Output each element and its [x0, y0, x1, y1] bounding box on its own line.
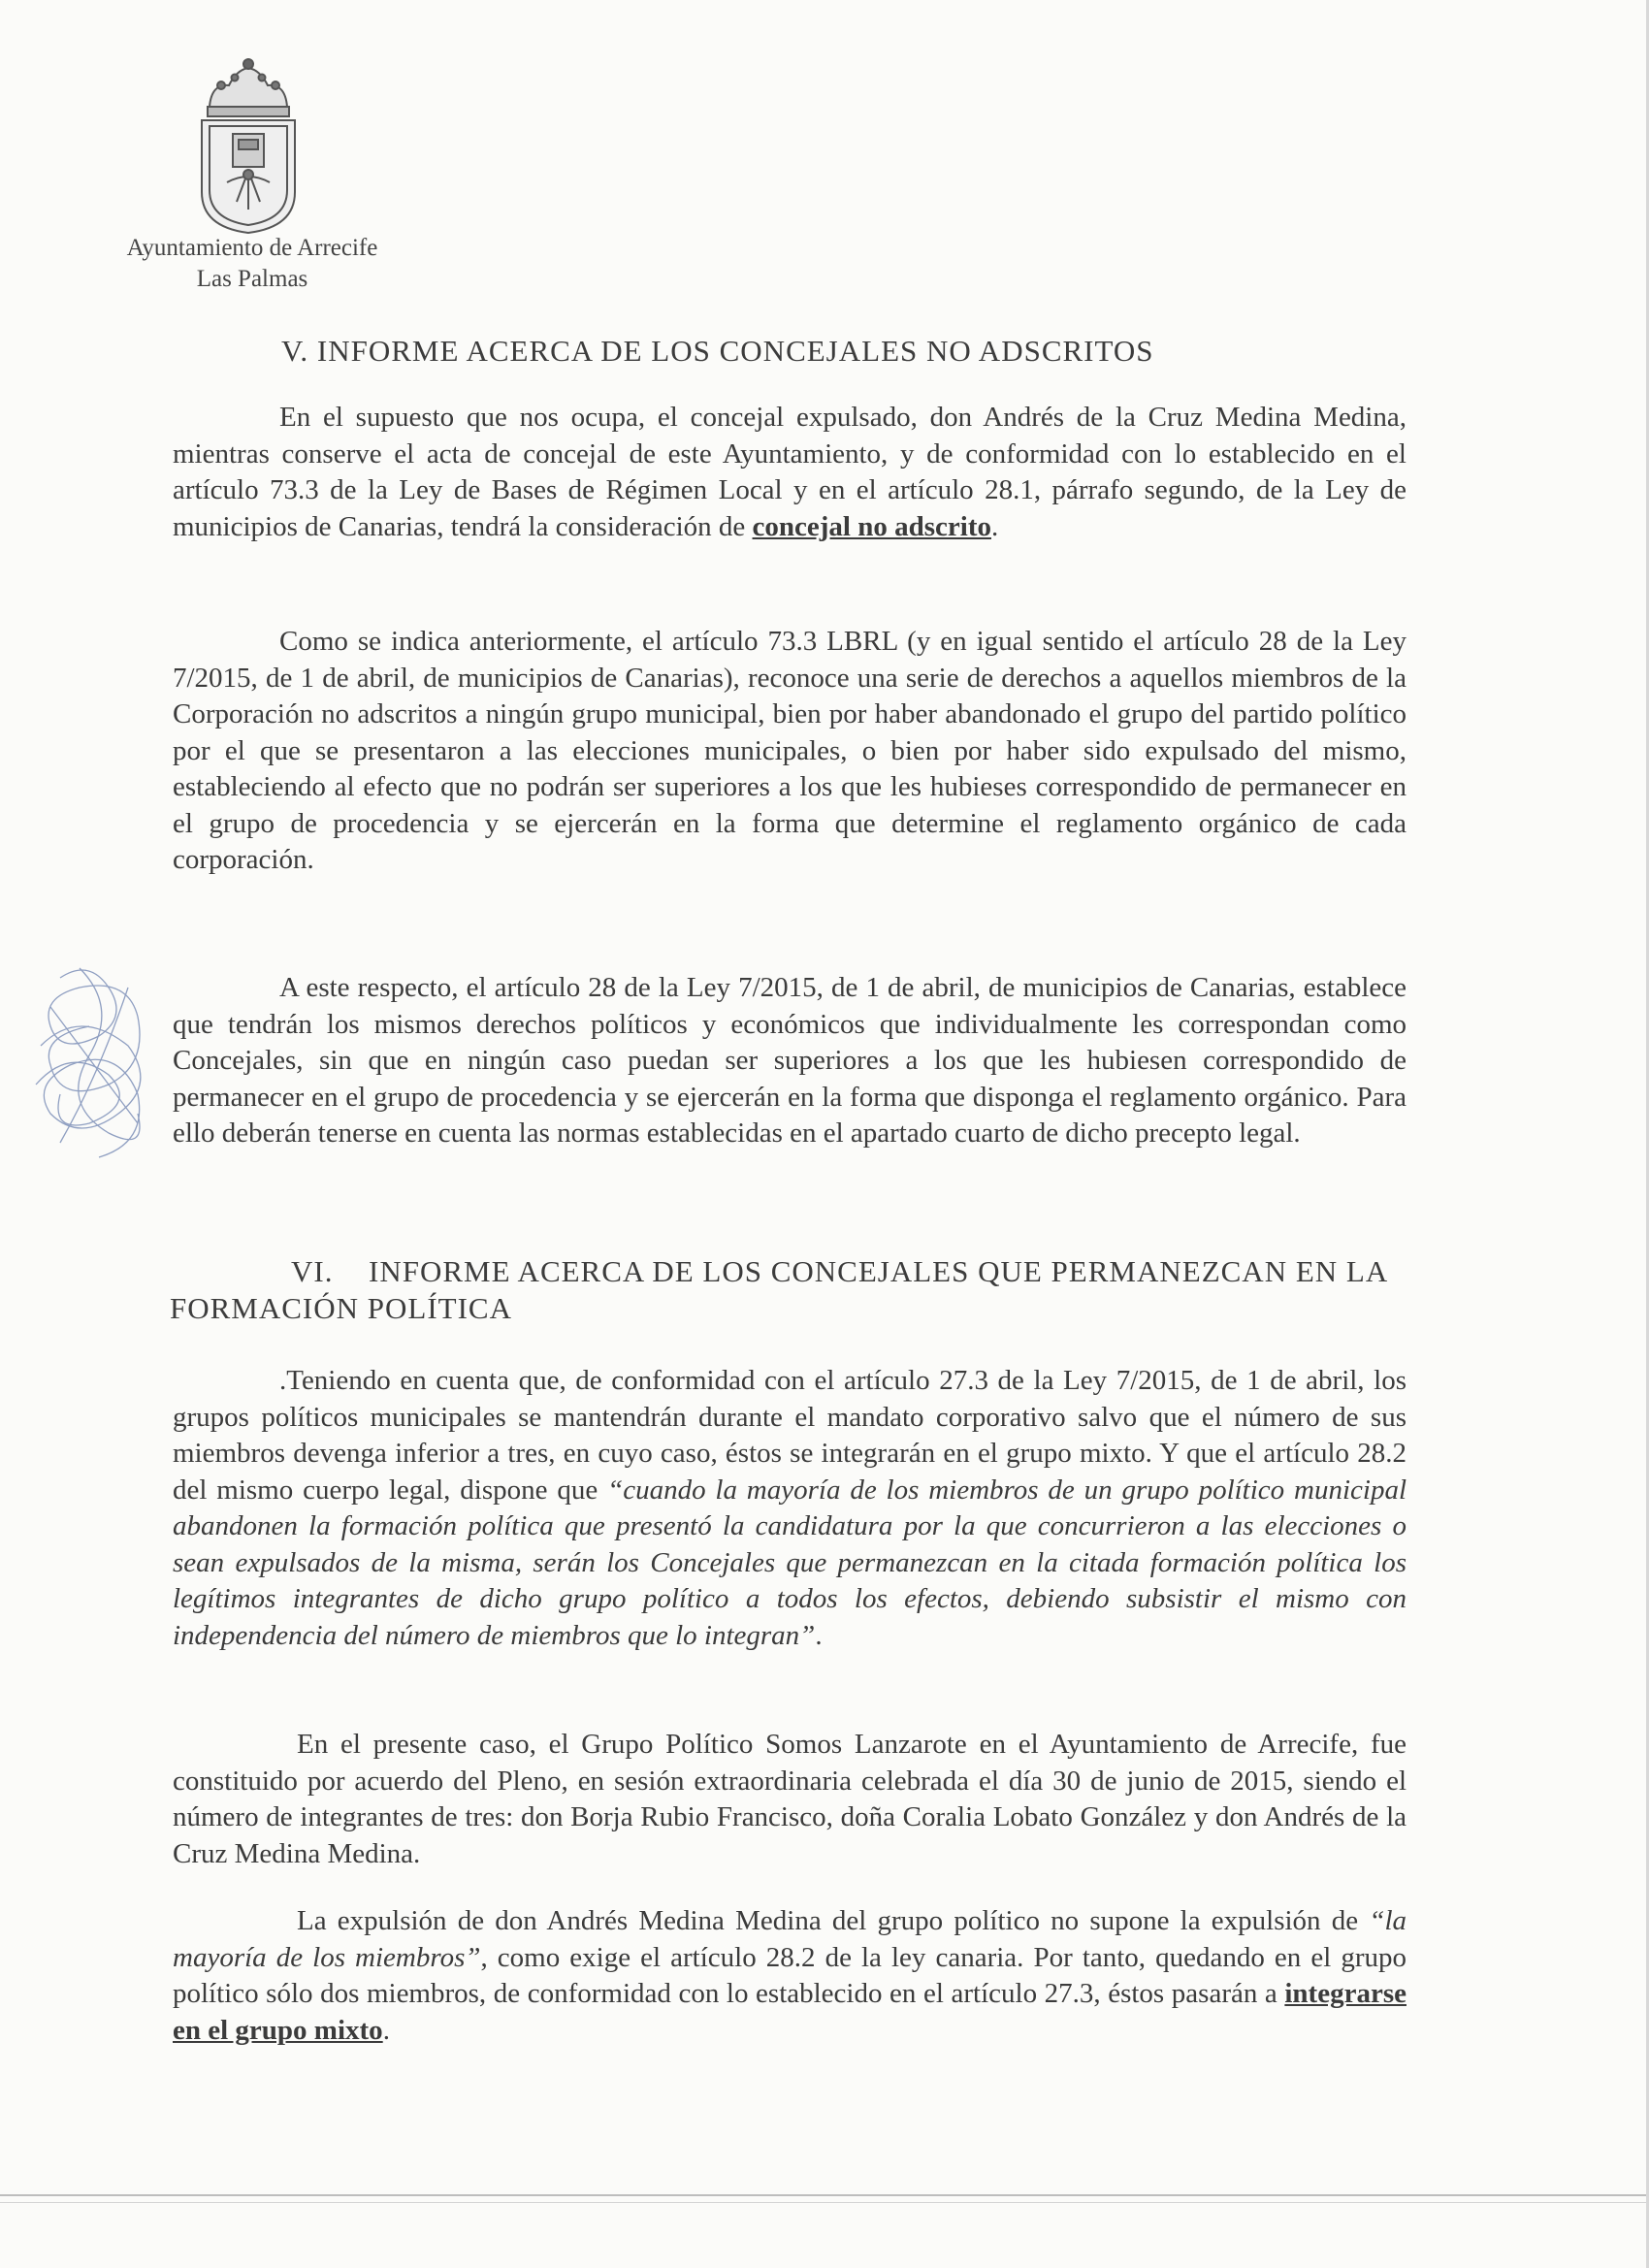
scan-edge-line-secondary — [0, 2202, 1649, 2203]
section-number-vi: VI. — [291, 1254, 334, 1288]
section-heading-v: V. INFORME ACERCA DE LOS CONCEJALES NO ADSCRITOS — [281, 334, 1154, 368]
paragraph-3: A este respecto, el artículo 28 de la Ley 7/2015, de 1 de abril, de municipios de Canarias, establece que tendrán los mismos derechos políticos y económicos que individualmente les correspondan como Concejales, sin que en ningún caso puedan ser superiores a los que les hubiesen correspondido de permanecer en el grupo de procedencia y se ejercerán en la forma que disponga el reglamento orgánico. Para ello deberán tenerse en cuenta las normas establecidas en el apartado cuarto de dicho precepto legal. — [173, 972, 1406, 1149]
organization-location: Las Palmas — [196, 266, 308, 292]
scan-edge-line — [0, 2194, 1649, 2196]
organization-header — [97, 233, 407, 295]
section-heading-vi: VI. INFORME ACERCA DE LOS CONCEJALES QUE PERMANEZCAN EN LA FORMACIÓN POLÍTICA — [170, 1254, 1387, 1325]
quote-mayoria: “la mayoría de los miembros” — [173, 1905, 1406, 1973]
emphasis-concejal-no-adscrito: concejal no adscrito — [752, 510, 991, 542]
paragraph-2: Como se indica anteriormente, el artículo 73.3 LBRL (y en igual sentido el artículo 28 de la Ley 7/2015, de 1 de abril, de municipios de Canarias), reconoce una serie de derechos a aquellos miembros de la Corporación no adscritos a ningún grupo municipal, bien por haber abandonado el grupo del partido político por el que se presentaron a las elecciones municipales, o bien por haber sido expulsado del mismo, estableciendo al efecto que no podrán ser superiores a los que les hubieses correspondido de permanecer en el grupo de procedencia y se ejercerán en la forma que determine el reglamento orgánico de cada corporación. — [173, 626, 1406, 875]
paragraph-5: En el presente caso, el Grupo Político Somos Lanzarote en el Ayuntamiento de Arrecife, fue constituido por acuerdo del Pleno, en sesión extraordinaria celebrada el día 30 de junio de 2015, siendo el número de integrantes de tres: don Borja Rubio Francisco, doña Coralia Lobato González y don Andrés de la Cruz Medina Medina. — [173, 1729, 1406, 1869]
coat-of-arms-icon — [190, 56, 307, 236]
signature-scribble — [21, 949, 177, 1172]
paragraph-6: La expulsión de don Andrés Medina Medina del grupo político no supone la expulsión de “la mayoría de los miembros”, como exige el artículo 28.2 de la ley canaria. Por tanto, quedando en el grupo político sólo dos miembros, de conformidad con lo establecido en el artículo 27.3, éstos pasarán a integrarse en el grupo mixto. — [173, 1905, 1406, 2046]
paragraph-1: En el supuesto que nos ocupa, el concejal expulsado, don Andrés de la Cruz Medina Medina, mientras conserve el acta de concejal de este Ayuntamiento, y de conformidad con lo establecido en el artículo 73.3 de la Ley de Bases de Régimen Local y en el artículo 28.1, párrafo segundo, de la Ley de municipios de Canarias, tendrá la consideración de concejal no adscrito. — [173, 402, 1406, 542]
legal-quote: “cuando la mayoría de los miembros de un grupo político municipal abandonen la formación política que presentó la candidatura por la que concurrieron a las elecciones o sean expulsados de la misma, serán los Concejales que permanezcan en la citada formación política los legítimos integrantes de dicho grupo político a todos los efectos, debiendo subsistir el mismo con independencia del número de miembros que lo integran” — [173, 1474, 1407, 1651]
organization-name: Ayuntamiento de Arrecife — [126, 235, 378, 261]
emphasis-grupo-mixto: integrarse en el grupo mixto — [173, 1978, 1406, 2046]
paragraph-4: .Teniendo en cuenta que, de conformidad con el artículo 27.3 de la Ley 7/2015, de 1 de abril, los grupos políticos municipales se mantendrán durante el mandato corporativo salvo que el número de sus miembros devenga inferior a tres, en cuyo caso, éstos se integrarán en el grupo mixto. Y que el artículo 28.2 del mismo cuerpo legal, dispone que “cuando la mayoría de los miembros de un grupo político municipal abandonen la formación política que presentó la candidatura por la que concurrieron a las elecciones o sean expulsados de la misma, serán los Concejales que permanezcan en la citada formación política los legítimos integrantes de dicho grupo político a todos los efectos, debiendo subsistir el mismo con independencia del número de miembros que lo integran”. — [173, 1365, 1407, 1651]
